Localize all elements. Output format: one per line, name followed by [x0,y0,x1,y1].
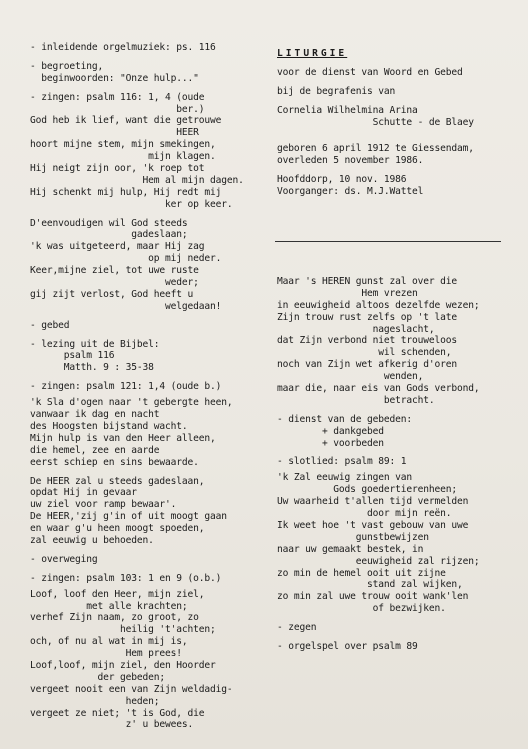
text-line: 'k Sla d'ogen naar 't gebergte heen, [30,397,233,409]
text-line: weder; [30,277,199,289]
text-line: Schutte - de Blaey [277,116,474,128]
text-line: - dienst van de gebeden: [277,413,413,425]
spacer [277,60,513,67]
text-line: verhef Zijn naam, zo groot, zo [30,612,199,624]
text-line: des Hoogsten bijstand wacht. [30,420,188,432]
spacer [277,615,513,622]
text-line: overleden 5 november 1986. [277,155,424,167]
text-line: Gods goedertierenheen; [277,484,458,496]
text-line: of bezwijken. [277,603,446,615]
text-line: - overweging [30,553,98,565]
text-line: 'k was uitgeteerd, maar Hij zag [30,241,205,253]
text-line: Matth. 9 : 35-38 [30,362,154,374]
text-line: Keer,mijne ziel, tot uwe ruste [30,265,199,277]
text-line: Voorganger: ds. M.J.Wattel [277,186,424,198]
text-line: die hemel, zee en aarde [30,444,160,456]
spacer [277,407,513,414]
document-title: LITURGIE [277,48,348,59]
text-line: - gebed [30,319,70,331]
text-line: wil schenden, [277,347,452,359]
text-line: dat Zijn verbond niet trouweloos [277,335,458,347]
text-line: wenden, [277,371,424,383]
spacer [30,54,270,61]
text-line: och, of nu al wat in mij is, [30,636,188,648]
text-line: in eeuwigheid altoos dezelfde wezen; [277,299,480,311]
text-line: zo min zal uwe trouw ooit wank'len [277,591,469,603]
text-line: vergeet ze niet; 't is God, die [30,707,205,719]
text-line: z' u bewees. [30,719,194,731]
text-line: D'eenvoudigen wil God steeds [30,217,188,229]
text-line: gij zijt verlost, God heeft u [30,288,194,300]
text-line: ber.) [30,103,205,115]
text-line: mijn klagen. [30,151,216,163]
divider-line [275,241,501,242]
text-line: geboren 6 april 1912 te Giessendam, [277,143,474,155]
spacer [30,211,270,218]
text-line: De HEER zal u steeds gadeslaan, [30,475,205,487]
text-line: beginwoorden: "Onze hulp..." [30,72,199,84]
text-line: door mijn reën. [277,508,452,520]
text-line: bij de begrafenis van [277,85,396,97]
text-line: - slotlied: psalm 89: 1 [277,456,407,468]
text-line: heden; [30,695,160,707]
spacer [277,634,513,641]
text-line: 'k Zal eeuwig zingen van [277,472,413,484]
text-line: der gebeden; [30,671,166,683]
text-line: - inleidende orgelmuziek: ps. 116 [30,42,216,53]
text-line: Hij neigt zijn oor, 'k roep tot [30,163,205,175]
spacer [277,167,513,174]
text-line: + dankgebed [277,425,384,437]
text-line: maar die, naar eis van Gods verbond, [277,383,480,395]
text-line: eerst schiep en sins bewaarde. [30,456,199,468]
text-line: Hem al mijn dagen. [30,174,244,186]
text-line: ker op keer. [30,198,233,210]
text-line: nageslacht, [277,323,435,335]
right-column [277,48,513,653]
text-line: gadeslaan; [30,229,188,241]
spacer [30,332,270,339]
spacer [30,374,270,381]
text-line: - zingen: psalm 116: 1, 4 (oude [30,91,205,103]
spacer [277,246,513,261]
text-line: psalm 116 [30,350,115,362]
spacer [277,449,513,456]
text-line: - zegen [277,622,317,634]
spacer [30,313,270,320]
text-line: Uw waarheid t'allen tijd vermelden [277,496,469,508]
text-line: gunstbewijzen [277,531,429,543]
text-line: welgedaan! [30,300,222,312]
text-line: zal eeuwig u behoeden. [30,534,154,546]
spacer [277,128,513,143]
text-line: Cornelia Wilhelmina Arina [277,104,418,116]
spacer [30,547,270,554]
text-line: + voorbeden [277,437,384,449]
text-line: noch van Zijn wet afkerig d'oren [277,359,458,371]
text-line: Maar 's HEREN gunst zal over die [277,276,458,288]
text-line: eeuwigheid zal rijzen; [277,555,480,567]
text-line: vanwaar ik dag en nacht [30,409,160,421]
spacer [277,79,513,86]
text-line: betracht. [277,394,435,406]
text-line: Hem prees! [30,648,182,660]
text-line: Loof, loof den Heer, mijn ziel, [30,588,205,600]
text-line: opdat Hij in gevaar [30,487,137,499]
spacer [30,85,270,92]
text-line: - begroeting, [30,60,104,72]
text-line: vergeet nooit een van Zijn weldadig- [30,683,233,695]
text-line: uw ziel voor ramp bewaar'. [30,499,177,511]
text-line: - lezing uit de Bijbel: [30,338,160,350]
text-line: Hoofddorp, 10 nov. 1986 [277,174,407,186]
spacer [30,566,270,573]
text-line: en waar g'u heen moogt spoeden, [30,523,205,535]
spacer [277,98,513,105]
text-line: HEER [30,127,199,139]
left-column [30,42,270,731]
text-line: Zijn trouw rust zelfs op 't late [277,311,458,323]
text-line: zo min de hemel ooit uit zijne [277,567,446,579]
text-line: De HEER,'zij g'in of uit moogt gaan [30,511,227,523]
spacer [30,469,270,476]
text-line: stand zal wijken, [277,579,463,591]
text-line: - zingen: psalm 103: 1 en 9 (o.b.) [30,572,222,584]
text-line: voor de dienst van Woord en Gebed [277,66,463,78]
text-line: op mij neder. [30,253,222,265]
text-line: God heb ik lief, want die getrouwe [30,115,222,127]
text-line: Hij schenkt mij hulp, Hij redt mij [30,186,222,198]
text-line: - zingen: psalm 121: 1,4 (oude b.) [30,381,222,393]
text-line: naar uw gemaakt bestek, in [277,543,424,555]
text-line: met alle krachten; [30,600,188,612]
text-line: hoort mijne stem, mijn smekingen, [30,139,216,151]
text-line: Mijn hulp is van den Heer alleen, [30,432,216,444]
text-line: Hem vrezen [277,287,418,299]
text-line: Loof,loof, mijn ziel, den Hoorder [30,659,216,671]
text-line: heilig 't'achten; [30,624,216,636]
spacer [277,261,513,276]
spacer [277,198,513,246]
text-line: - orgelspel over psalm 89 [277,640,418,652]
text-line: Ik weet hoe 't vast gebouw van uwe [277,519,469,531]
